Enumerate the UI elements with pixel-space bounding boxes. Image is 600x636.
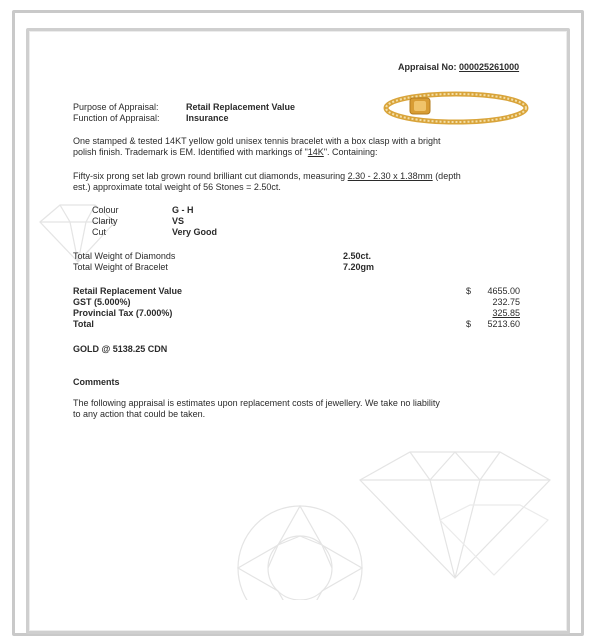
- stones-line-1a: Fifty-six prong set lab grown round brilliant cut diamonds, measuring: [73, 171, 348, 181]
- comments-line-2: to any action that could be taken.: [73, 409, 206, 419]
- description-line-2: [73, 147, 378, 158]
- weight-diamonds-label: Total Weight of Diamonds: [73, 251, 176, 261]
- purpose-value: Retail Replacement Value: [186, 102, 296, 112]
- stones-line-1: [73, 171, 461, 182]
- weight-bracelet-label: Total Weight of Bracelet: [73, 262, 168, 272]
- purpose-label: Purpose of Appraisal:: [73, 102, 159, 112]
- grading-value-colour: G - H: [172, 205, 194, 215]
- stones-line-1c: (depth: [432, 171, 461, 181]
- pst-amount: 325.85: [492, 308, 520, 318]
- comments-heading: Comments: [73, 377, 120, 387]
- description-line-2a: polish finish. Trademark is EM. Identified with markings of ": [73, 147, 308, 157]
- function-label: Function of Appraisal:: [73, 113, 160, 123]
- grading-label-clarity: Clarity: [92, 216, 118, 226]
- stones-measure: 2.30 - 2.30 x 1.38mm: [347, 171, 433, 181]
- description-line-1: One stamped & tested 14KT yellow gold unisex tennis bracelet with a box clasp with a bright: [73, 136, 441, 146]
- appraisal-number: 000025261000: [459, 62, 520, 72]
- total-currency: $: [466, 319, 472, 329]
- retail-label: Retail Replacement Value: [73, 286, 183, 296]
- appraisal-label: Appraisal No:: [398, 62, 457, 72]
- stones-line-2: est.) approximate total weight of 56 Stones = 2.50ct.: [73, 182, 281, 192]
- retail-amount: 4655.00: [487, 286, 520, 296]
- weight-bracelet-value: 7.20gm: [343, 262, 375, 272]
- description-line-2c: ". Containing:: [323, 147, 378, 157]
- description-mark: 14K: [307, 147, 324, 157]
- total-label: Total: [73, 319, 94, 329]
- grading-label-colour: Colour: [92, 205, 119, 215]
- total-amount: 5213.60: [487, 319, 520, 329]
- gold-price: GOLD @ 5138.25 CDN: [73, 344, 168, 354]
- gst-amount: 232.75: [492, 297, 520, 307]
- gst-label: GST (5.000%): [73, 297, 131, 307]
- weight-diamonds-value: 2.50ct.: [343, 251, 372, 261]
- grading-value-clarity: VS: [172, 216, 185, 226]
- pst-label: Provincial Tax (7.000%): [73, 308, 173, 318]
- retail-currency: $: [466, 286, 472, 296]
- function-value: Insurance: [186, 113, 229, 123]
- grading-label-cut: Cut: [92, 227, 107, 237]
- comments-line-1: The following appraisal is estimates upon replacement costs of jewellery. We take no liability: [73, 398, 440, 408]
- grading-value-cut: Very Good: [172, 227, 218, 237]
- appraisal-number-line: [398, 62, 519, 73]
